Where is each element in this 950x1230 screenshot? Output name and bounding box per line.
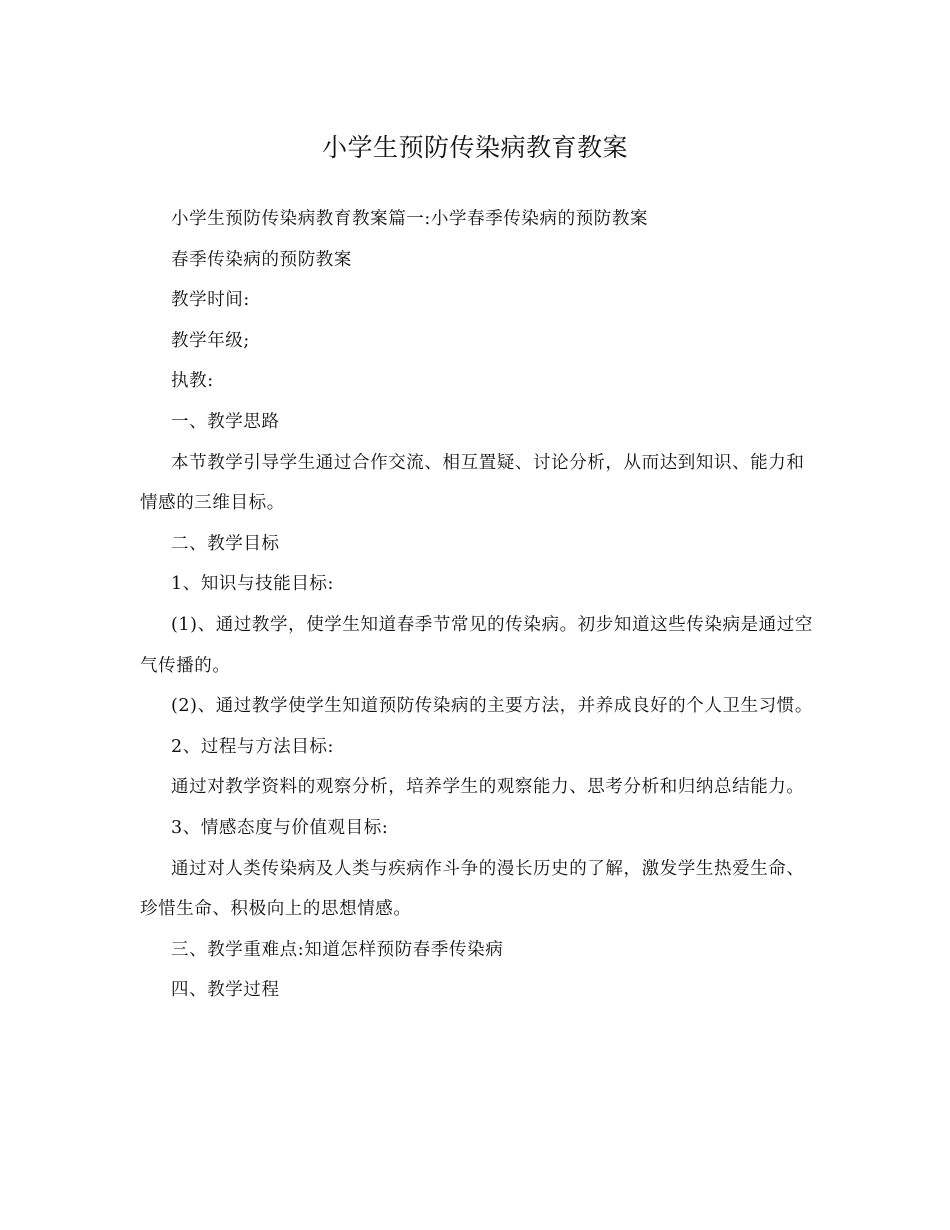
document-body (140, 199, 820, 1011)
paragraph-plan-title: 春季传染病的预防教案 (171, 249, 352, 270)
paragraph-emotion-goals: 通过对人类传染病及人类与疾病作斗争的漫长历史的了解，激发学生热爱生命、珍惜生命、积极向上的思想情感。 (140, 858, 805, 920)
heading-teaching-process: 四、教学过程 (171, 980, 280, 1001)
heading-teaching-goals: 二、教学目标 (171, 533, 280, 554)
paragraph-teacher: 执教: (171, 371, 214, 392)
paragraph-goal-1: (1)、通过教学，使学生知道春季节常见的传染病。初步知道这些传染病是通过空气传播的。 (140, 614, 813, 676)
document-title: 小学生预防传染病教育教案 (321, 133, 628, 162)
heading-emotion-goals: 3、情感态度与价值观目标: (171, 817, 389, 838)
paragraph-subtitle: 小学生预防传染病教育教案篇一:小学春季传染病的预防教案 (171, 209, 649, 229)
heading-key-points: 三、教学重难点:知道怎样预防春季传染病 (171, 939, 504, 960)
heading-teaching-idea: 一、教学思路 (171, 411, 280, 432)
heading-process-goals: 2、过程与方法目标: (171, 736, 335, 757)
paragraph-grade: 教学年级; (171, 330, 250, 351)
paragraph-process-goals: 通过对教学资料的观察分析，培养学生的观察能力、思考分析和归纳总结能力。 (171, 777, 805, 798)
heading-knowledge-goals: 1、知识与技能目标: (171, 574, 335, 595)
paragraph-goal-2: (2)、通过教学使学生知道预防传染病的主要方法，并养成良好的个人卫生习惯。 (171, 696, 813, 717)
paragraph-teaching-idea: 本节教学引导学生通过合作交流、相互置疑、讨论分析，从而达到知识、能力和情感的三维目标。 (140, 452, 805, 514)
paragraph-teaching-time: 教学时间: (171, 290, 250, 311)
